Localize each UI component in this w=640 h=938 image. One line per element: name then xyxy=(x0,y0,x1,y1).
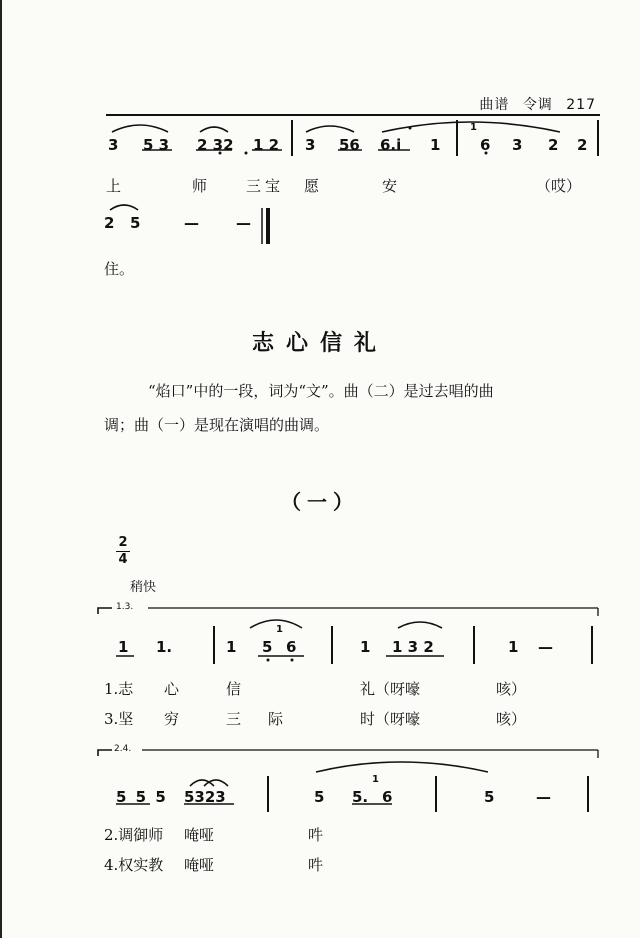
subsection-title: （一） xyxy=(281,490,359,514)
verse-lyric: 4.权实教 xyxy=(104,856,164,874)
note: 1 xyxy=(430,136,441,154)
verse-lyric: 咳） xyxy=(496,710,527,728)
verse-lyric: 唵哑 xyxy=(184,856,215,874)
note: 6 xyxy=(480,136,491,154)
note: 1 xyxy=(360,638,371,656)
note: 3 xyxy=(512,136,523,154)
lyric: （哎） xyxy=(536,177,582,195)
verse-lyric: 吽 xyxy=(308,856,324,874)
note: 1 xyxy=(226,638,237,656)
note: 2 xyxy=(577,136,588,154)
note-group: 5 5 5 xyxy=(116,788,168,806)
note-group: 5323 xyxy=(184,788,226,806)
time-signature xyxy=(116,536,130,567)
lyric: 师 xyxy=(192,177,208,195)
slur xyxy=(316,762,488,772)
note: 5 xyxy=(262,638,273,656)
note: 3 xyxy=(305,136,316,154)
note-group: 1 3 2 xyxy=(392,638,434,656)
volta-label: 1.3. xyxy=(116,602,134,612)
note: 6 xyxy=(382,788,393,806)
tempo-marking: 稍快 xyxy=(130,580,157,595)
section-title: 志心信礼 xyxy=(251,330,388,356)
time-signature-top: 2 xyxy=(118,535,128,550)
verse-lyric: 信 xyxy=(226,680,242,698)
note: 3 xyxy=(108,136,119,154)
verse-lyric: 礼（呀嚎 xyxy=(360,680,421,698)
verse-lyric: 3.坚 xyxy=(104,710,134,728)
verse-lyric: 吽 xyxy=(308,826,324,844)
slur xyxy=(110,205,138,210)
note: 5 xyxy=(130,214,141,232)
verse-lyric: 际 xyxy=(268,710,284,728)
verse-lyric: 咳） xyxy=(496,680,527,698)
dash: — xyxy=(536,788,551,806)
verse-lyric: 时（呀嚎 xyxy=(360,710,421,728)
note: 2 xyxy=(104,214,115,232)
time-signature-bottom: 4 xyxy=(118,552,128,567)
note-group: 56 xyxy=(339,136,360,154)
note: 1 xyxy=(508,638,519,656)
grace-note: 1 xyxy=(372,774,379,785)
verse-lyric: 2.调御师 xyxy=(104,826,164,844)
description-line-1: “焰口”中的一段，词为“文”。曲（二）是过去唱的曲 xyxy=(148,382,494,400)
note: 1 xyxy=(118,638,129,656)
grace-note: 1 xyxy=(276,624,283,635)
slur xyxy=(200,127,228,132)
dash: — xyxy=(184,214,199,232)
dash: — xyxy=(538,638,553,656)
description-line-2: 调；曲（一）是现在演唱的曲调。 xyxy=(104,416,330,434)
page-number: 217 xyxy=(566,97,596,113)
verse-lyric: 心 xyxy=(164,680,180,698)
lyric: 上 xyxy=(106,177,122,195)
verse-lyric: 穷 xyxy=(164,710,180,728)
note-group: 1 2 xyxy=(253,136,280,154)
note: 5 xyxy=(484,788,495,806)
lyric: 愿 xyxy=(304,177,320,195)
note: 5. xyxy=(352,788,369,806)
lyric: 住。 xyxy=(104,260,135,278)
book-title: 曲谱 xyxy=(479,97,510,113)
note: 2 xyxy=(548,136,559,154)
slur xyxy=(306,126,354,132)
note-group: 2 32 xyxy=(197,136,234,154)
grace-note: 1 xyxy=(470,122,477,133)
note: 1. xyxy=(156,638,173,656)
slur xyxy=(398,622,442,628)
dash: — xyxy=(236,214,251,232)
verse-lyric: 唵哑 xyxy=(184,826,215,844)
note-group: 6.i xyxy=(380,136,402,154)
note-group: 5 3 xyxy=(143,136,170,154)
note: 5 xyxy=(314,788,325,806)
verse-lyric: 三 xyxy=(226,710,242,728)
verse-lyric: 1.志 xyxy=(104,680,134,698)
slur xyxy=(112,125,168,132)
section-name: 令调 xyxy=(522,97,553,113)
note: 6 xyxy=(286,638,297,656)
volta-label: 2.4. xyxy=(114,744,132,754)
lyric: 安 xyxy=(382,177,398,195)
lyric: 三宝 xyxy=(246,177,285,195)
